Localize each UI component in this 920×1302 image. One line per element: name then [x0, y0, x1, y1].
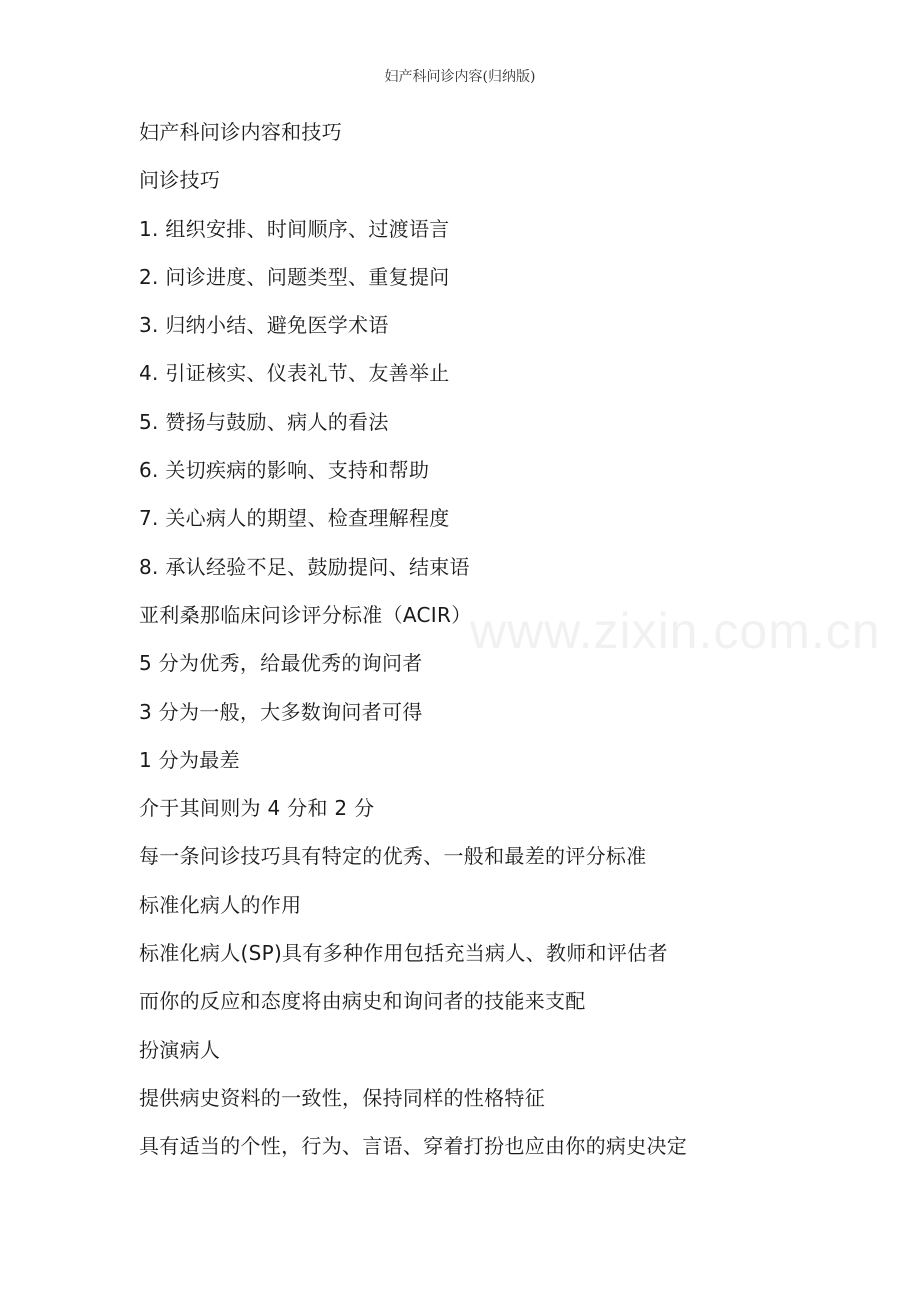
- section-heading: 标准化病人的作用: [139, 892, 302, 917]
- text-line: 4. 引证核实、仪表礼节、友善举止: [139, 361, 450, 386]
- section-heading: 问诊技巧: [139, 168, 221, 193]
- text-line: 7. 关心病人的期望、检查理解程度: [139, 506, 450, 531]
- text-line: 标准化病人(SP)具有多种作用包括充当病人、教师和评估者: [139, 941, 668, 966]
- text-line: 3 分为一般，大多数询问者可得: [139, 699, 423, 724]
- text-line: 1 分为最差: [139, 747, 240, 772]
- running-header: 妇产科问诊内容(归纳版): [384, 69, 536, 85]
- text-line: 具有适当的个性，行为、言语、穿着打扮也应由你的病史决定: [139, 1134, 688, 1159]
- text-line: 每一条问诊技巧具有特定的优秀、一般和最差的评分标准: [139, 844, 647, 869]
- document-title: 妇产科问诊内容和技巧: [139, 120, 342, 144]
- text-line: 3. 归纳小结、避免医学术语: [139, 313, 389, 338]
- text-line: 2. 问诊进度、问题类型、重复提问: [139, 264, 450, 289]
- text-line: 提供病史资料的一致性，保持同样的性格特征: [139, 1085, 545, 1110]
- text-line: 5. 赞扬与鼓励、病人的看法: [139, 409, 389, 434]
- section-heading: 扮演病人: [139, 1037, 221, 1062]
- watermark: www.zixin.com.cn: [470, 603, 881, 659]
- text-line: 5 分为优秀，给最优秀的询问者: [139, 651, 423, 676]
- text-line: 介于其间则为 4 分和 2 分: [139, 796, 375, 821]
- text-line: 而你的反应和态度将由病史和询问者的技能来支配: [139, 989, 586, 1014]
- text-line: 8. 承认经验不足、鼓励提问、结束语: [139, 554, 470, 579]
- document-body: [139, 116, 839, 1179]
- text-line: 1. 组织安排、时间顺序、过渡语言: [139, 216, 450, 241]
- text-line: 6. 关切疾病的影响、支持和帮助: [139, 458, 430, 483]
- section-heading: 亚利桑那临床问诊评分标准（ACIR）: [139, 602, 472, 627]
